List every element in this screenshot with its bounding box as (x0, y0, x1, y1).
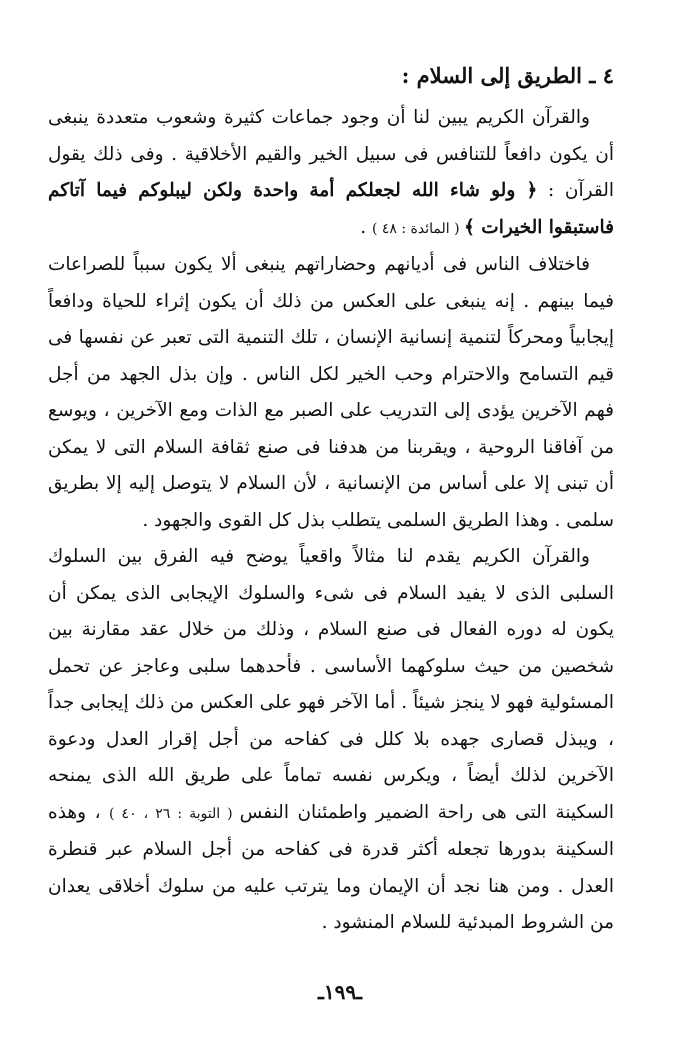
verse-reference: ( المائدة : ٤٨ ) (371, 220, 464, 237)
page-number: ـ١٩٩ـ (318, 980, 362, 1004)
paragraph-1-tail: . (360, 216, 372, 238)
quran-verse: ﴿ ولو شاء الله لجعلكم أمة واحدة ولكن ليبلوكم فيما آتاكم فاستبقوا الخيرات ﴾ (48, 180, 614, 238)
verse-reference: ( التوبة : ٢٦ ، ٤٠ ) (109, 805, 240, 822)
paragraph-1-lead: والقرآن الكريم يبين لنا أن وجود جماعات كثيرة وشعوب متعددة ينبغى أن يكون دافعاً للتنافس فى سبيل الخير والقيم الأخلاقية . وفى ذلك يقول القرآن : (48, 107, 614, 201)
page-body (48, 100, 614, 942)
paragraph-2: فاختلاف الناس فى أديانهم وحضاراتهم ينبغى ألا يكون سبباً للصراعات فيما بينهم . إنه ينبغى على العكس من ذلك أن يكون إثراء للحياة ودافعاً إيجابياً ومحركاً لتنمية إنسانية الإنسان ، تلك التنمية التى تعبر عن نفسها فى قيم التسامح والاحترام وحب الخير لكل الناس . وإن بذل الجهد من أجل فهم الآخرين يؤدى إلى التدريب على الصبر مع الذات ومع الآخرين ، ويوسع من آفاقنا الروحية ، ويقربنا من هدفنا فى صنع ثقافة السلام التى لا يمكن أن تبنى إلا على أساس من الإنسانية ، لأن السلام لا يتوصل إليه إلا بطريق سلمى . وهذا الطريق السلمى يتطلب بذل كل القوى والجهود . (48, 254, 614, 531)
paragraph-3-tail: ، وهذه السكينة بدورها تجعله أكثر قدرة فى كفاحه من أجل السلام عبر قنطرة العدل . ومن هنا نجد أن الإيمان وما يترتب عليه من سلوك أخلاقى يعدان من الشروط المبدئية للسلام المنشود . (48, 801, 614, 933)
paragraph-1 (48, 100, 614, 247)
paragraph-3-lead: والقرآن الكريم يقدم لنا مثالاً واقعياً يوضح فيه الفرق بين السلوك السلبى الذى لا يفيد السلام فى شىء والسلوك الإيجابى الذى يمكن أن يكون له دوره الفعال فى صنع السلام ، وذلك من خلال عقد مقارنة بين شخصين من حيث سلوكهما الأساسى . فأحدهما سلبى وعاجز عن تحمل المسئولية فهو لا ينجز شيئاً . أما الآخر فهو على العكس من ذلك إيجابى جداً ، ويبذل قصارى جهده بلا كلل فى كفاحه من أجل إقرار العدل ودعوة الآخرين لذلك أيضاً ، ويكرس نفسه تماماً على طريق الله الذى يمنحه السكينة التى هى راحة الضمير واطمئنان النفس (48, 546, 614, 823)
section-heading: ٤ ـ الطريق إلى السلام : (401, 63, 614, 88)
paragraph-3 (48, 539, 614, 942)
